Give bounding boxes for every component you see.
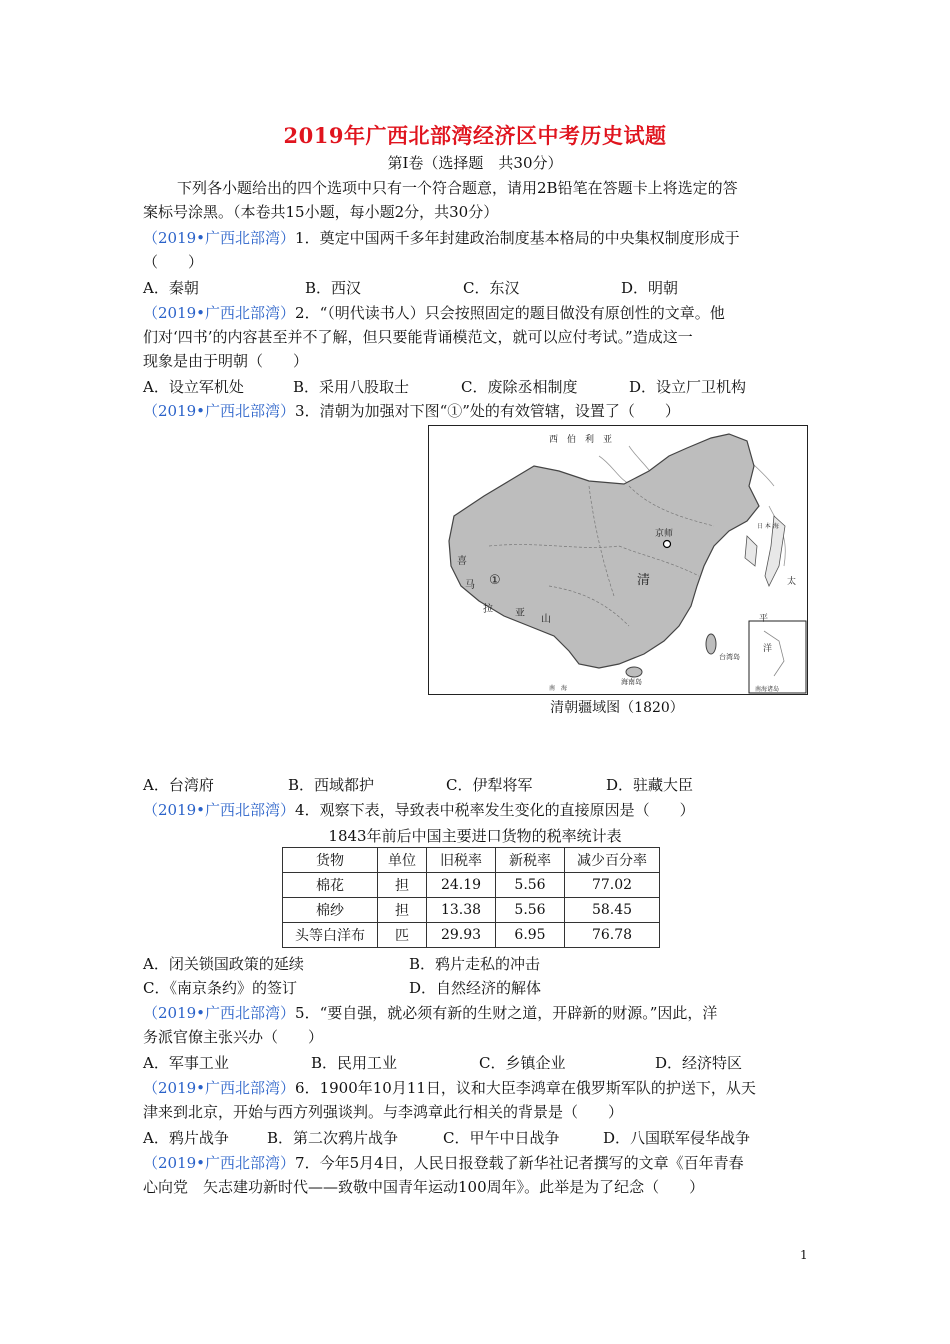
label-taiwan: 台湾岛 xyxy=(719,653,740,661)
inset-box xyxy=(749,621,806,693)
question-6-text-2: 津来到北京，开始与西方列强谈判。与李鸿章此行相关的背景是（ ） xyxy=(143,1103,624,1121)
option-d[interactable]: D．八国联军侵华战争 xyxy=(603,1129,751,1147)
question-5 xyxy=(143,1001,813,1025)
option-a[interactable]: A．秦朝 xyxy=(143,279,199,297)
question-4-options-row2 xyxy=(143,976,813,1000)
question-3-options xyxy=(143,773,813,797)
label-pacific-1: 太 xyxy=(787,577,797,587)
source-tag: （2019•广西北部湾） xyxy=(143,1154,296,1172)
question-5-text: 5．“要自强，就必须有新的生财之道，开辟新的财源。”因此，洋 xyxy=(295,1004,718,1022)
hainan-island xyxy=(626,667,642,677)
question-6-options xyxy=(143,1126,813,1150)
qing-territory xyxy=(449,434,759,668)
option-b[interactable]: B．鸦片走私的冲击 xyxy=(409,955,541,973)
table-header: 减少百分率 xyxy=(565,848,660,873)
table-cell: 担 xyxy=(378,873,427,898)
label-marker-1: ① xyxy=(489,573,501,588)
table-cell: 棉纱 xyxy=(283,898,378,923)
source-tag: （2019•广西北部湾） xyxy=(143,1004,296,1022)
table-cell: 24.19 xyxy=(427,873,496,898)
table-header: 单位 xyxy=(378,848,427,873)
capital-marker xyxy=(664,541,671,548)
source-tag: （2019•广西北部湾） xyxy=(143,304,296,322)
question-2-text-3: 现象是由于明朝（ ） xyxy=(143,352,309,370)
option-d[interactable]: D．设立厂卫机构 xyxy=(629,378,747,396)
option-a[interactable]: A．闭关锁国政策的延续 xyxy=(143,955,304,973)
label-pacific-2: 平 xyxy=(759,614,769,624)
table-cell: 6.95 xyxy=(496,923,565,948)
option-c[interactable]: C．《南京条约》的签订 xyxy=(143,979,297,997)
source-tag: （2019•广西北部湾） xyxy=(143,1079,296,1097)
label-hainan: 海南岛 xyxy=(621,678,642,686)
question-1-text: 1．奠定中国两千多年封建政治制度基本格局的中央集权制度形成于 xyxy=(295,229,740,247)
table-cell: 13.38 xyxy=(427,898,496,923)
option-a[interactable]: A．鸦片战争 xyxy=(143,1129,229,1147)
option-a[interactable]: A．台湾府 xyxy=(143,776,214,794)
option-d[interactable]: D．经济特区 xyxy=(655,1054,743,1072)
question-4-text: 4．观察下表，导致表中税率发生变化的直接原因是（ ） xyxy=(295,801,695,819)
option-c[interactable]: C．废除丞相制度 xyxy=(461,378,578,396)
table-header: 货物 xyxy=(283,848,378,873)
option-c[interactable]: C．东汉 xyxy=(463,279,520,297)
section-subtitle: 第Ⅰ卷（选择题 共30分） xyxy=(387,154,563,172)
question-3-text: 3．清朝为加强对下图“①”处的有效管辖，设置了（ ） xyxy=(295,402,680,420)
question-7-text-2: 心向党 矢志建功新时代——致敬中国青年运动100周年》。此举是为了纪念（ ） xyxy=(143,1178,705,1196)
question-2-options xyxy=(143,375,813,399)
question-2-text-2: 们对‘四书’的内容甚至并不了解，但只要能背诵模范文，就可以应付考试。”造成这一 xyxy=(143,328,693,346)
option-c[interactable]: C．乡镇企业 xyxy=(479,1054,566,1072)
qing-territory-map xyxy=(428,425,808,695)
option-b[interactable]: B．民用工业 xyxy=(311,1054,398,1072)
label-capital: 京师 xyxy=(655,529,674,539)
label-south-sea: 南 海 xyxy=(549,685,568,692)
map-graphic xyxy=(429,426,807,694)
label-himalaya-1: 喜 xyxy=(457,556,467,567)
question-6-text: 6．1900年10月11日，议和大臣李鸿章在俄罗斯军队的护送下，从天 xyxy=(295,1079,756,1097)
option-b[interactable]: B．西域都护 xyxy=(288,776,375,794)
question-2-text: 2．“（明代读书人）只会按照固定的题目做没有原创性的文章。他 xyxy=(295,304,725,322)
option-b[interactable]: B．第二次鸦片战争 xyxy=(267,1129,399,1147)
table-row xyxy=(283,873,660,898)
table-cell: 担 xyxy=(378,898,427,923)
map-caption: 清朝疆域图（1820） xyxy=(550,700,684,716)
table-cell: 5.56 xyxy=(496,898,565,923)
table-header-row xyxy=(283,848,660,873)
label-qing: 清 xyxy=(637,573,651,588)
page-title: 2019年广西北部湾经济区中考历史试题 xyxy=(283,123,667,148)
table-row xyxy=(283,923,660,948)
option-b[interactable]: B．西汉 xyxy=(305,279,362,297)
table-header: 旧税率 xyxy=(427,848,496,873)
taiwan-island xyxy=(706,634,716,654)
question-5-text-2: 务派官僚主张兴办（ ） xyxy=(143,1028,324,1046)
label-siberia: 西 伯 利 亚 xyxy=(549,435,613,445)
option-d[interactable]: D．自然经济的解体 xyxy=(409,979,542,997)
label-himalaya-5: 山 xyxy=(541,614,551,625)
label-japan-sea: 日 本 海 xyxy=(757,523,779,530)
option-a[interactable]: A．军事工业 xyxy=(143,1054,229,1072)
table-cell: 58.45 xyxy=(565,898,660,923)
label-himalaya-3: 拉 xyxy=(483,604,493,615)
option-c[interactable]: C．伊犁将军 xyxy=(446,776,533,794)
question-7-text: 7．今年5月4日，人民日报登载了新华社记者撰写的文章《百年青春 xyxy=(295,1154,744,1172)
source-tag: （2019•广西北部湾） xyxy=(143,801,296,819)
page-number: 1 xyxy=(800,1248,808,1262)
label-pacific-3: 洋 xyxy=(763,644,773,654)
question-1-blank: （ ） xyxy=(143,253,204,271)
source-tag: （2019•广西北部湾） xyxy=(143,229,296,247)
option-b[interactable]: B．采用八股取士 xyxy=(293,378,410,396)
question-5-options xyxy=(143,1051,813,1075)
question-7 xyxy=(143,1151,813,1175)
table-cell: 76.78 xyxy=(565,923,660,948)
label-himalaya-2: 马 xyxy=(465,580,475,591)
table-row xyxy=(283,898,660,923)
label-inset: 南海诸岛 xyxy=(755,686,780,693)
table-cell: 77.02 xyxy=(565,873,660,898)
table-header: 新税率 xyxy=(496,848,565,873)
label-himalaya-4: 亚 xyxy=(515,608,525,619)
source-tag: （2019•广西北部湾） xyxy=(143,402,296,420)
question-6 xyxy=(143,1076,813,1100)
question-2 xyxy=(143,301,813,325)
question-4-options-row1 xyxy=(143,952,813,976)
question-1 xyxy=(143,226,813,250)
table-cell: 棉花 xyxy=(283,873,378,898)
table-cell: 29.93 xyxy=(427,923,496,948)
option-d[interactable]: D．驻藏大臣 xyxy=(606,776,694,794)
table-cell: 头等白洋布 xyxy=(283,923,378,948)
tax-rate-table xyxy=(282,847,660,948)
question-4 xyxy=(143,798,813,822)
instructions-line-2: 案标号涂黑。（本卷共15小题，每小题2分，共30分） xyxy=(143,203,499,221)
question-3 xyxy=(143,399,813,423)
instructions-line-1: 下列各小题给出的四个选项中只有一个符合题意，请用2B铅笔在答题卡上将选定的答 xyxy=(177,179,738,197)
table-caption: 1843年前后中国主要进口货物的税率统计表 xyxy=(328,827,622,845)
table-cell: 5.56 xyxy=(496,873,565,898)
option-d[interactable]: D．明朝 xyxy=(621,279,679,297)
question-1-options xyxy=(143,276,813,300)
option-c[interactable]: C．甲午中日战争 xyxy=(443,1129,560,1147)
option-a[interactable]: A．设立军机处 xyxy=(143,378,244,396)
table-cell: 匹 xyxy=(378,923,427,948)
